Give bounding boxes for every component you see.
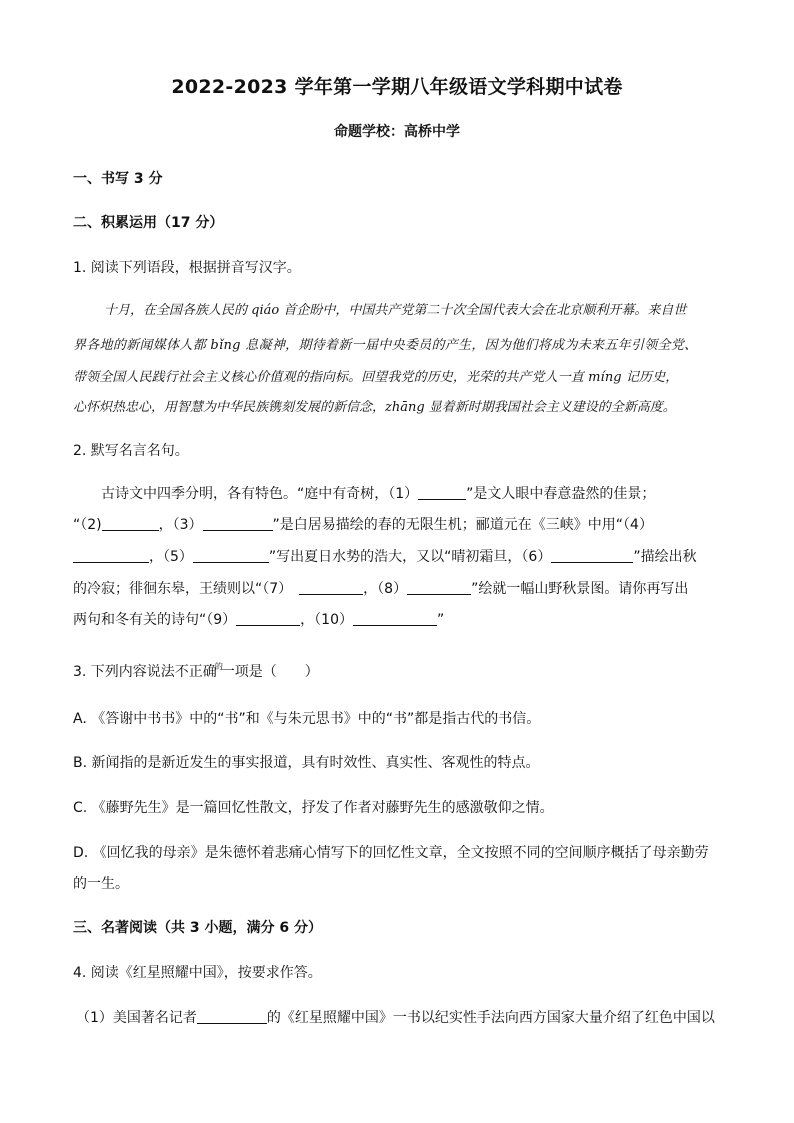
answer-blank[interactable] <box>407 580 471 595</box>
question-1-prompt: 1. 阅读下列语段，根据拼音写汉字。 <box>73 260 301 276</box>
q2-text-line: “（2) ，（3） ”是白居易描绘的春的无限生机；郦道元在《三峡》中用“（4） <box>73 517 653 533</box>
ruby-annotation: 的 <box>214 662 223 671</box>
answer-blank[interactable] <box>551 548 633 563</box>
q4-subquestion-1: （1）美国著名记者 的《红星照耀中国》一书以纪实性手法向西方国家大量介绍了红色中国以 <box>76 1010 715 1026</box>
answer-blank[interactable] <box>418 485 466 500</box>
question-4-prompt: 4. 阅读《红星照耀中国》，按要求作答。 <box>73 965 322 981</box>
question-3-prompt: 3. 下列内容说法不正确$^的$一项是（ ） <box>73 662 319 680</box>
answer-blank[interactable] <box>299 580 363 595</box>
q3-option-c[interactable]: C. 《藤野先生》是一篇回忆性散文，抒发了作者对藤野先生的感激敬仰之情。 <box>73 800 554 816</box>
q2-text-line: 古诗文中四季分明，各有特色。“庭中有奇树，（1） ”是文人眼中春意盎然的佳景； <box>101 486 656 502</box>
answer-blank[interactable] <box>193 548 269 563</box>
q2-text-line: 的冷寂；徘徊东皋，王绩则以“（7） ，（8） ”绘就一幅山野秋景图。请你再写出 <box>73 581 689 597</box>
q1-passage-line: 带领全国人民践行社会主义核心价值观的指向标。回望我党的历史，光荣的共产党人一直 míng 记历史， <box>73 370 679 385</box>
answer-blank[interactable] <box>353 611 437 626</box>
question-2-prompt: 2. 默写名言名句。 <box>73 443 189 459</box>
exam-subtitle: 命题学校：高桥中学 <box>334 124 460 140</box>
q3-option-d-continued: 的一生。 <box>73 876 129 892</box>
answer-blank[interactable] <box>102 516 159 531</box>
q3-option-d[interactable]: D. 《回忆我的母亲》是朱德怀着悲痛心情写下的回忆性文章，全文按照不同的空间顺序概括了母亲勤劳 <box>73 845 709 861</box>
section-3-heading: 三、名著阅读（共 3 小题，满分 6 分） <box>73 920 322 936</box>
q1-passage-line: 界各地的新闻媒体人都 bǐng 息凝神，期待着新一届中央委员的产生，因为他们将成为未来五年引领全党、 <box>73 338 698 353</box>
q1-passage-line: 心怀炽热忠心，用智慧为中华民族镌刻发展的新信念，zhāng 显着新时期我国社会主义建设的全新高度。 <box>73 400 676 415</box>
section-2-heading: 二、积累运用（17 分） <box>73 215 224 231</box>
q1-passage-line: 十月，在全国各族人民的 qiáo 首企盼中，中国共产党第二十次全国代表大会在北京顺利开幕。来自世 <box>104 303 687 318</box>
q2-text-line: ，（5） ”写出夏日水势的浩大，又以“晴初霜旦，（6） ”描绘出秋 <box>73 546 697 566</box>
exam-title: 2022-2023 学年第一学期八年级语文学科期中试卷 <box>171 76 623 98</box>
answer-blank[interactable] <box>197 1009 267 1024</box>
q2-text-line: 两句和冬有关的诗句“（9） ，（10） ” <box>73 612 445 628</box>
answer-blank[interactable] <box>236 611 300 626</box>
answer-blank[interactable] <box>203 516 273 531</box>
section-1-heading: 一、书写 3 分 <box>73 171 163 187</box>
q3-option-a[interactable]: A. 《答谢中书书》中的“书”和《与朱元思书》中的“书”都是指古代的书信。 <box>73 711 541 727</box>
answer-blank[interactable] <box>73 548 149 563</box>
q3-option-b[interactable]: B. 新闻指的是新近发生的事实报道，具有时效性、真实性、客观性的特点。 <box>73 755 540 771</box>
